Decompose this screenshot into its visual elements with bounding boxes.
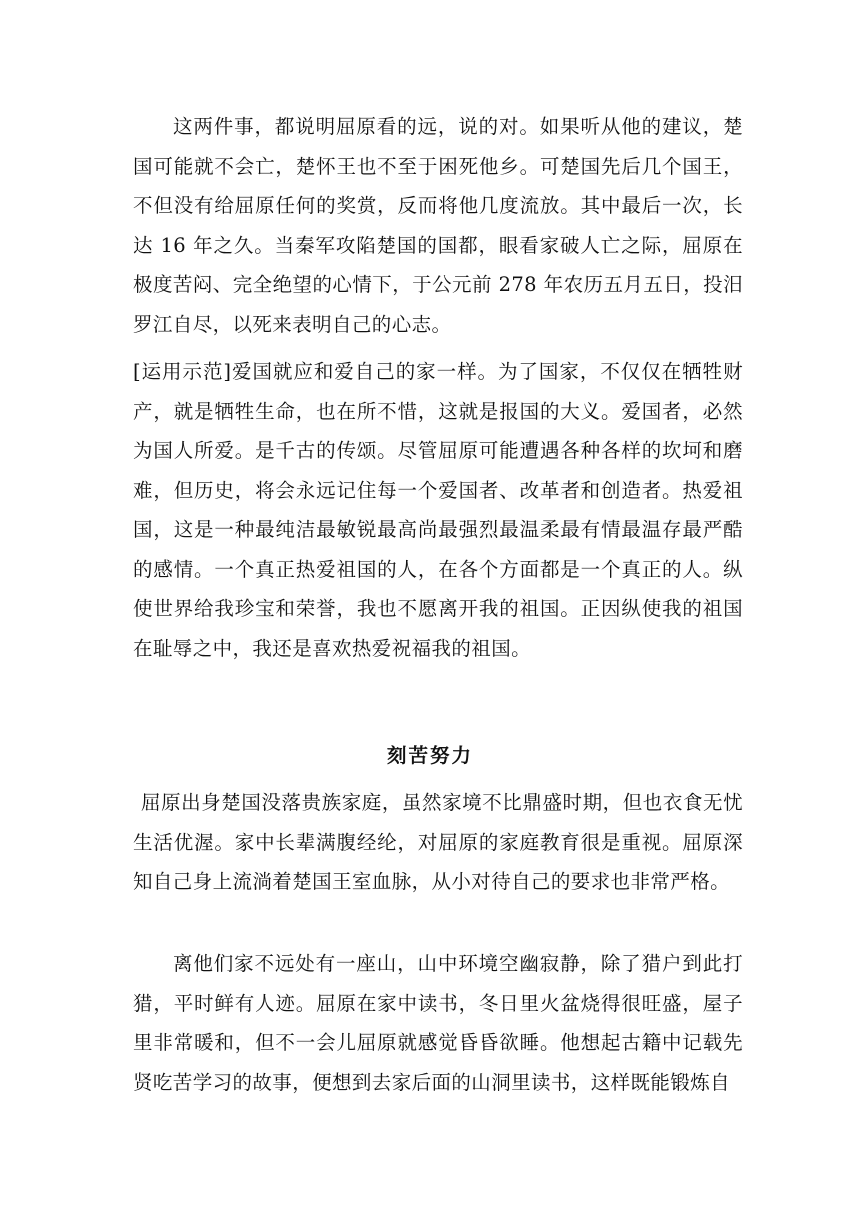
paragraph-usage-example: [运用示范]爱国就应和爱自己的家一样。为了国家，不仅仅在牺牲财产，就是牺牲生命，也在所不惜，这就是报国的大义。爱国者，必然为国人所爱。是千古的传颂。尽管屈原可能遭遇各种各样的坎坷和磨难，但历史，将会永远记住每一个爱国者、改革者和创造者。热爱祖国，这是一种最纯洁最敏锐最高尚最强烈最温柔最有情最温存最严酷的感情。一个真正热爱祖国的人，在各个方面都是一个真正的人。纵使世界给我珍宝和荣誉，我也不愿离开我的祖国。正因纵使我的祖国在耻辱之中，我还是喜欢热爱祝福我的祖国。 xyxy=(133,360,743,660)
paragraph-family-background: 屈原出身楚国没落贵族家庭，虽然家境不比鼎盛时期，但也衣食无忧生活优渥。家中长辈满腹经纶，对屈原的家庭教育很是重视。屈原深知自己身上流淌着楚国王室血脉，从小对待自己的要求也非常严格。 xyxy=(133,791,743,893)
paragraph-qu-yuan-exile: 这两件事，都说明屈原看的远，说的对。如果听从他的建议，楚国可能就不会亡，楚怀王也不至于困死他乡。可楚国先后几个国王，不但没有给屈原任何的奖赏，反而将他几度流放。其中最后一次，长达 16 年之久。当秦军攻陷楚国的国都，眼看家破人亡之际，屈原在极度苦闷、完全绝望的心情下，于公元前 278 年农历五月五日，投汨罗江自尽，以死来表明自己的心志。 xyxy=(133,115,743,336)
section-heading: 刻苦努力 xyxy=(386,744,473,767)
paragraph-mountain-study: 离他们家不远处有一座山，山中环境空幽寂静，除了猎户到此打猎，平时鲜有人迹。屈原在家中读书，冬日里火盆烧得很旺盛，屋子里非常暖和，但不一会儿屈原就感觉昏昏欲睡。他想起古籍中记载先贤吃苦学习的故事，便想到去家后面的山洞里读书，这样既能锻炼自 xyxy=(133,952,743,1094)
